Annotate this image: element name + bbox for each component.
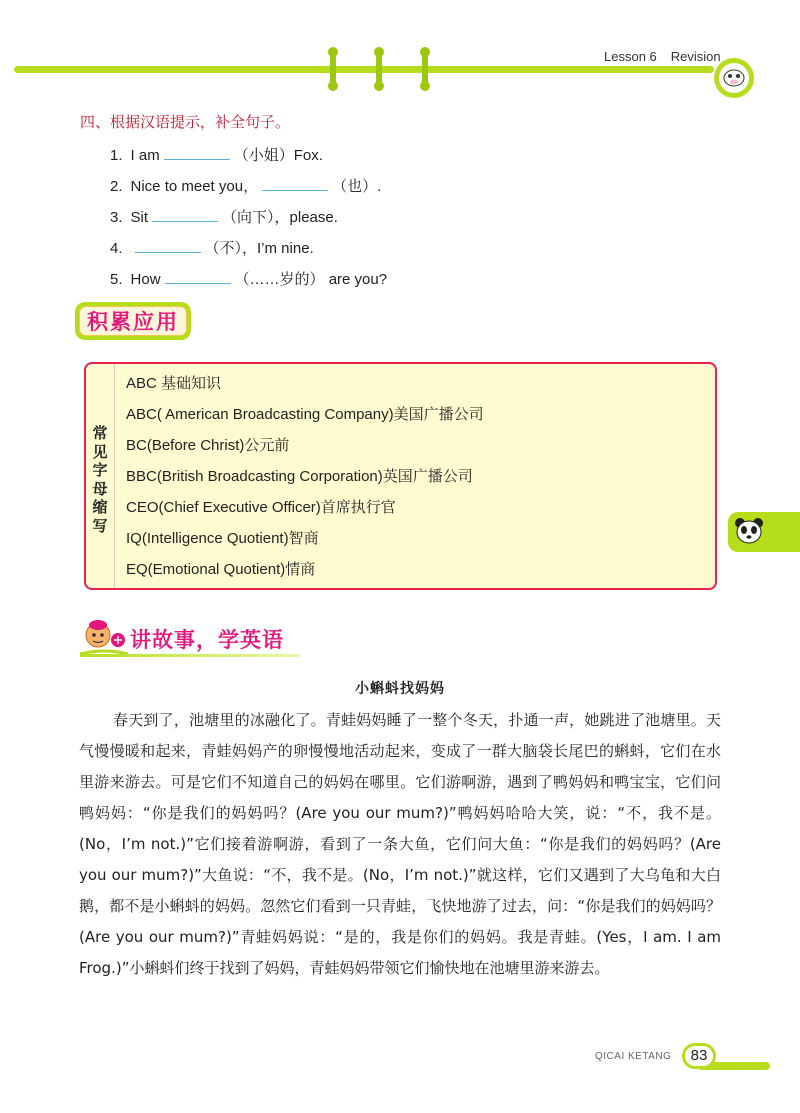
exercise-item: 3. Sit （向下），please. <box>110 205 387 236</box>
storyteller-mascot-icon <box>80 618 128 658</box>
answer-blank[interactable] <box>165 267 231 284</box>
exercise-item: 5. How （……岁的） are you? <box>110 267 387 298</box>
list-item: CEO(Chief Executive Officer)首席执行官 <box>126 499 396 516</box>
story-section-title: 讲故事，学英语 <box>130 628 284 652</box>
cow-mascot-icon <box>714 58 754 98</box>
footer-brand: QICAI KETANG <box>595 1051 672 1062</box>
exercise-item: 4. （不），I’m nine. <box>110 236 387 267</box>
section-badge-label: 积累应用 <box>79 306 187 336</box>
header-rule <box>14 66 714 73</box>
binder-pin-icon <box>330 50 336 88</box>
answer-blank[interactable] <box>152 205 218 222</box>
binder-pin-icon <box>376 50 382 88</box>
story-section-underline <box>80 654 300 657</box>
story-title: 小蝌蚪找妈妈 <box>355 681 445 697</box>
answer-blank[interactable] <box>164 143 230 160</box>
binder-pin-icon <box>422 50 428 88</box>
list-item: EQ(Emotional Quotient)情商 <box>126 561 316 578</box>
list-item: ABC( American Broadcasting Company)美国广播公司 <box>126 406 484 423</box>
lesson-label: Lesson 6 <box>604 49 657 64</box>
answer-blank[interactable] <box>262 174 328 191</box>
abbreviation-list <box>126 374 484 591</box>
list-item: ABC 基础知识 <box>126 375 222 392</box>
exercise-heading: 四、根据汉语提示，补全句子。 <box>80 113 291 131</box>
list-item: IQ(Intelligence Quotient)智商 <box>126 530 319 547</box>
exercise-item: 2. Nice to meet you， （也）. <box>110 174 387 205</box>
panda-icon <box>734 517 764 545</box>
lesson-title: Revision <box>670 49 721 64</box>
running-header <box>604 49 735 64</box>
section-badge <box>75 302 191 340</box>
answer-blank[interactable] <box>135 236 201 253</box>
page-number: 83 <box>682 1043 716 1069</box>
exercise-list <box>110 143 387 298</box>
abbreviation-box-label: 常见字母缩写 <box>92 424 108 535</box>
story-body: 春天到了，池塘里的冰融化了。青蛙妈妈睡了一整个冬天，扑通一声，她跳进了池塘里。天气慢慢暖和起来，青蛙妈妈产的卵慢慢地活动起来，变成了一群大脑袋长尾巴的蝌蚪，它们在水里游来游去。可是它们不知道自己的妈妈在哪里。它们游啊游，遇到了鸭妈妈和鸭宝宝，它们问鸭妈妈：“你是我们的妈妈吗？(Are you our mum?)”鸭妈妈哈哈大笑，说：“不，我不是。(No，I’m not.)”它们接着游啊游，看到了一条大鱼，它们问大鱼：“你是我们的妈妈吗？(Are you our mum?)”大鱼说：“不，我不是。(No，I’m not.)”就这样，它们又遇到了大乌龟和大白鹅，都不是小蝌蚪的妈妈。忽然它们看到一只青蛙，飞快地游了过去，问：“你是我们的妈妈吗？(Are you our mum?)”青蛙妈妈说：“是的，我是你们的妈妈。我是青蛙。(Yes，I am. I am Frog.)”小蝌蚪们终于找到了妈妈，青蛙妈妈带领它们愉快地在池塘里游来游去。 <box>79 711 721 977</box>
list-item: BBC(British Broadcasting Corporation)英国广播公司 <box>126 468 473 485</box>
exercise-item: 1. I am （小姐）Fox. <box>110 143 387 174</box>
list-item: BC(Before Christ)公元前 <box>126 437 290 454</box>
